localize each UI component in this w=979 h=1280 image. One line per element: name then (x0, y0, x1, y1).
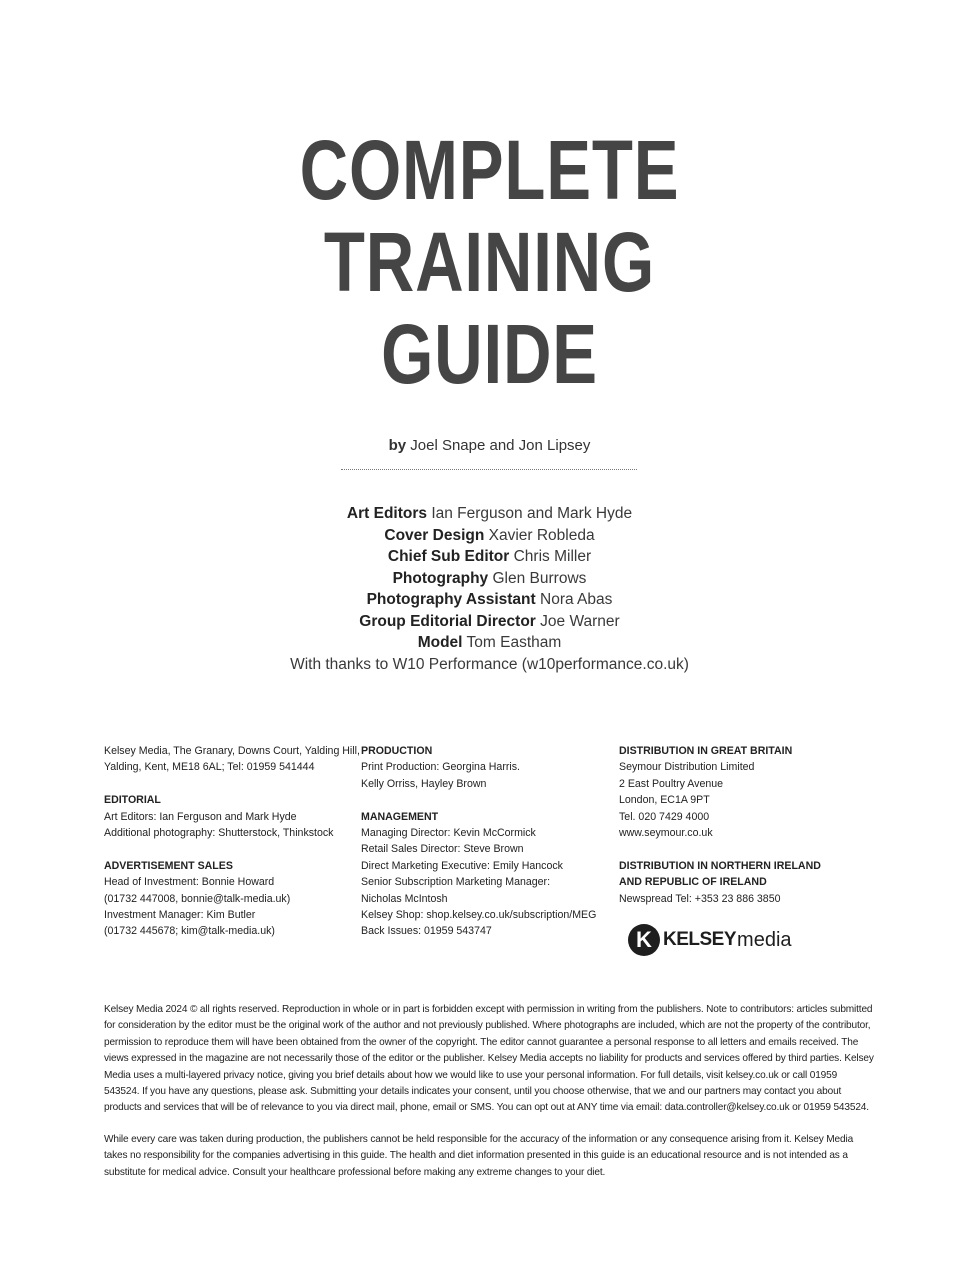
page-title (0, 124, 979, 400)
credit-line (0, 611, 979, 633)
ad-sales-line: (01732 445678; kim@talk-media.uk) (104, 925, 275, 938)
credit-name: Glen Burrows (492, 569, 587, 587)
management-line: Retail Sales Director: Steve Brown (361, 843, 524, 856)
info-column-3 (619, 743, 869, 907)
distribution-gb-heading: DISTRIBUTION IN GREAT BRITAIN (619, 745, 793, 757)
ad-sales-line: Investment Manager: Kim Butler (104, 909, 256, 922)
management-line: Kelsey Shop: shop.kelsey.co.uk/subscription/MEG (361, 909, 597, 922)
distribution-gb-line: www.seymour.co.uk (619, 827, 713, 840)
credit-name: Ian Ferguson and Mark Hyde (431, 505, 633, 522)
byline (0, 437, 979, 454)
ad-sales-heading: ADVERTISEMENT SALES (104, 859, 233, 872)
credit-line (0, 568, 979, 590)
kelsey-k-icon: K (628, 924, 660, 956)
credit-role: Photography Assistant (366, 591, 536, 608)
title-line-1: COMPLETE (299, 123, 680, 217)
management-line: Senior Subscription Marketing Manager: (361, 876, 551, 889)
credit-role: Chief Sub Editor (387, 548, 510, 565)
production-heading: PRODUCTION (361, 745, 433, 757)
credit-line (0, 546, 979, 568)
editorial-line: Art Editors: Ian Ferguson and Mark Hyde (104, 810, 297, 823)
distribution-gb-line: London, EC1A 9PT (619, 794, 710, 807)
ad-sales-line: (01732 447008, bonnie@talk-media.uk) (104, 892, 291, 905)
info-column-1 (104, 743, 360, 940)
management-line: Nicholas McIntosh (361, 892, 448, 905)
title-line-2: TRAINING (323, 215, 656, 309)
dotted-divider (341, 469, 637, 470)
credit-role: Group Editorial Director (359, 612, 536, 630)
credit-role: Cover Design (384, 526, 485, 544)
credit-name: Tom Eastham (466, 634, 562, 651)
credit-line (0, 589, 979, 611)
distribution-ni-heading: DISTRIBUTION IN NORTHERN IRELAND (619, 859, 821, 872)
distribution-ni-heading: AND REPUBLIC OF IRELAND (619, 876, 767, 889)
distribution-gb-line: Tel. 020 7429 4000 (619, 810, 710, 823)
credit-name: Xavier Robleda (488, 526, 595, 544)
management-heading: MANAGEMENT (361, 810, 439, 823)
editorial-heading: EDITORIAL (104, 794, 161, 807)
credit-name: Chris Miller (513, 548, 592, 565)
legal-paragraph-1: Kelsey Media 2024 © all rights reserved. Reproduction in whole or in part is forbidden except with permission in writing from the publishers. Note to contributors: articles submitted for consideration by the editor must be the original work of the author and not previously published. Where photographs are included, which are not the property of the contributor, permission to reproduce them will have been obtained from the owner of the copyright. The editor cannot guarantee a personal response to all letters and emails received. The views expressed in the magazine are not necessarily those of the editor or the publisher. Kelsey Media accepts no liability for products and services offered by third parties. Kelsey Media uses a multi-layered privacy notice, giving you brief details about how we would like to use your personal information. For full details, visit kelsey.co.uk or call 01959 543524. If you have any questions, please ask. Submitting your details indicates your consent, until you choose otherwise, that we and our partners may contact you about products and services that will be of relevance to you via direct mail, phone, email or SMS. You can opt out at ANY time via email: data.controller@kelsey.co.uk or 01959 543524. (104, 1004, 874, 1114)
distribution-gb-line: Seymour Distribution Limited (619, 761, 755, 774)
ad-sales-line: Head of Investment: Bonnie Howard (104, 876, 275, 889)
distribution-gb-line: 2 East Poultry Avenue (619, 777, 724, 790)
byline-label: by (388, 437, 407, 454)
credit-role: Model (417, 634, 463, 651)
credit-role: Art Editors (346, 505, 428, 522)
credit-name: Joe Warner (540, 612, 620, 630)
logo-word-bold: KELSEY (663, 929, 737, 950)
thanks-line: With thanks to W10 Performance (w10performance.co.uk) (290, 655, 689, 673)
byline-authors: Joel Snape and Jon Lipsey (410, 437, 591, 454)
credit-line (0, 503, 979, 525)
address-line: Kelsey Media, The Granary, Downs Court, Yalding Hill, (104, 745, 360, 757)
kelsey-media-logo (628, 922, 798, 958)
management-line: Managing Director: Kevin McCormick (361, 827, 536, 840)
credit-line (0, 525, 979, 547)
credits-list (0, 503, 979, 675)
address-line: Yalding, Kent, ME18 6AL; Tel: 01959 541444 (104, 761, 315, 774)
credit-role: Photography (392, 569, 489, 587)
distribution-ni-line: Newspread Tel: +353 23 886 3850 (619, 892, 781, 905)
legal-paragraph-2: While every care was taken during production, the publishers cannot be held responsible for the accuracy of the information or any consequence arising from it. Kelsey Media takes no responsibility for the companies advertising in this guide. The health and diet information presented in this guide is an educational resource and is not intended as a substitute for medical advice. Consult your healthcare professional before making any extreme changes to your diet. (104, 1134, 854, 1178)
management-line: Direct Marketing Executive: Emily Hancock (361, 859, 563, 872)
credit-line (0, 632, 979, 654)
production-line: Print Production: Georgina Harris. (361, 761, 520, 774)
credit-name: Nora Abas (540, 591, 613, 608)
management-line: Back Issues: 01959 543747 (361, 925, 492, 938)
info-column-2 (361, 743, 606, 940)
production-line: Kelly Orriss, Hayley Brown (361, 777, 487, 790)
logo-word-light: media (737, 928, 792, 951)
editorial-line: Additional photography: Shutterstock, Thinkstock (104, 827, 334, 840)
title-line-3: GUIDE (381, 307, 598, 401)
